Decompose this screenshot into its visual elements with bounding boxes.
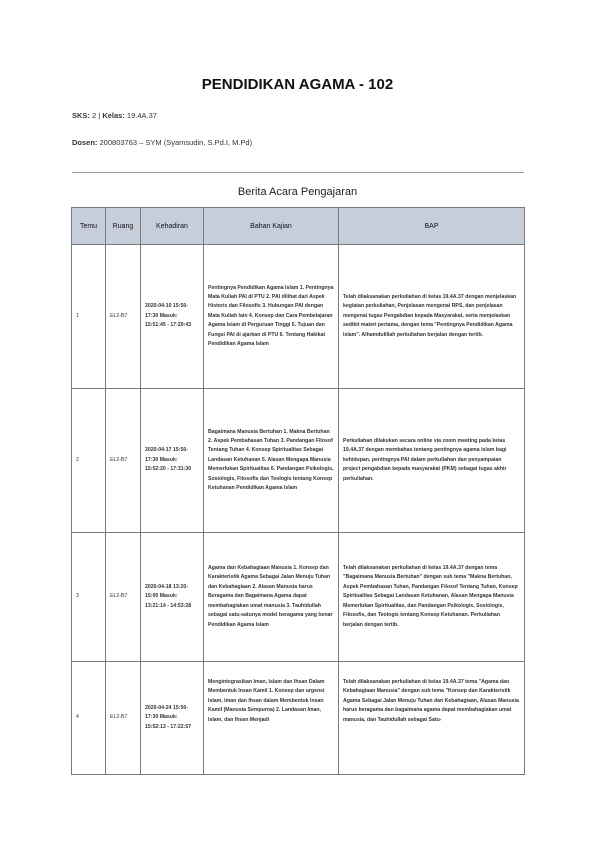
section-title: Berita Acara Pengajaran — [237, 186, 358, 198]
course-title: PENDIDIKAN AGAMA - 102 — [201, 76, 394, 93]
cell-bahan-kajian: Agama dan Kebahagiaan Manusia 1. Konsep dan Karakteristik Agama Sebagai Jalan Menuju Tuhan dan Kebahagiaan 2. Alasan Manusia harus Beragama dan Bagaimana Agama dapat membahagiakan umat manusia 3. Tauhidullah sebagai satu-satunya model beragama yang benar Pendidikan Agama Islam — [204, 533, 339, 662]
cell-bahan-kajian: Bagaimana Manusia Bertuhan 1. Makna Bertuhan 2. Aspek Pembahasan Tuhan 3. Pandangan Filosof Tentang Tuhan 4. Konsep Spiritualitas Sebagai Landasan Ketuhanan 5. Alasan Mengapa Manusia Memerlukan Spiritualitas 6. Pandangan Psikologis, Sosiologis, Filosofis dan Teologis tentang Konsep Ketuhanan Pendidikan Agama Islam — [204, 389, 339, 533]
cell-kehadiran: 2020-04-18 13:20-15:00 Masuk: 13:21:14 - 14:53:28 — [141, 533, 204, 662]
cell-temu: 3 — [72, 533, 106, 662]
cell-bahan-kajian: Pentingnya Pendidikan Agama Islam 1. Pentingnya Mata Kuliah PAI di PTU 2. PAI dilihat dari Aspek Historis dan Filosofis 3. Hubungan PAI dengan Mata Kuliah lain 4. Konsep dan Cara Pembelajaran Agama Islam di Perguruan Tinggi 5. Tujuan dan Fungsi PAI di ajarkan di PTU 6. Tentang Hakikat Pendidikan Agama Islam — [204, 245, 339, 389]
kelas-label: Kelas: — [102, 111, 125, 120]
cell-bap: Perkuliahan dilakukan secara online via zoom meeting pada kelas 19.4A.37 dengan membahas tentang pentingnya agama islam bagi kehidupan, pentingnya PAI dalam perkuliahan dan penyampaian project pengabdian kepada masyarakat (PKM) sebagai tugas akhir perkuliahan. — [339, 389, 525, 533]
table-row — [72, 662, 525, 775]
cell-bahan-kajian: Mengintegrasikan Iman, Islam dan Ihsan Dalam Membentuk Insan Kamil 1. Konsep dan urgensi Islam, Iman dan Ihsan dalam Membentuk Insan Kamil (Manusia Sempurna) 2. Landasan Iman, Islam, dan Ihsan Menjadi — [204, 662, 339, 775]
table-row — [72, 389, 525, 533]
cell-bap: Telah dilaksanakan perkuliahan di kelas 19.4A.37 dengan menjelaskan kegiatan perkuliahan, Penjelasan mengenai RPS, dan penjelasan mengenai tugas Pengabdian kepada Masyarakat, serta menjelaskan sedikit materi pertama, dengan tema "Pentingnya Pendidikan Agama Islam". Alhamdulillah perkuliahan berjalan dengan tertib. — [339, 245, 525, 389]
kelas-value: 19.4A.37 — [126, 111, 157, 120]
header-kehadiran: Kehadiran — [141, 208, 204, 245]
cell-temu: 4 — [72, 662, 106, 775]
sks-label: SKS: — [72, 111, 90, 120]
header-bahan-kajian: Bahan Kajian — [204, 208, 339, 245]
cell-kehadiran: 2020-04-17 15:50-17:30 Masuk: 15:52:20 - 17:31:30 — [141, 389, 204, 533]
cell-kehadiran: 2020-04-24 15:50-17:30 Masuk: 15:52:13 - 17:22:57 — [141, 662, 204, 775]
cell-bap: Telah dilaksanakan perkuliahan di kelas 19.4A.37 dengan tema "Bagaimana Manusia Bertuhan" dengan sub tema "Makna Bertuhan, Aspek Pembahasan Tuhan, Pandangan Filosof Tentang Tuhan, Konsep Spiritualitas Sebagai Landasan Ketuhanan, Alasan Mengapa Manusia Memerlukan Spiritualitas, dan Pandangan Psikologis, Sosiologis, Filosofis, dan Teologis tentang Konsep Ketuhanan. Perkuliahan berjalan dengan tertib. — [339, 533, 525, 662]
dosen-value: 200803763 – SYM (Syamsudin, S.Pd.I, M.Pd) — [99, 138, 253, 147]
cell-ruang: EL2-B7 — [106, 662, 141, 775]
dosen-label: Dosen: — [72, 138, 98, 147]
header-ruang: Ruang — [106, 208, 141, 245]
table-header-row — [72, 208, 525, 245]
header-bap: BAP — [339, 208, 525, 245]
cell-kehadiran: 2020-04-10 15:50-17:30 Masuk: 15:51:45 - 17:20:43 — [141, 245, 204, 389]
cell-ruang: EL2-B7 — [106, 245, 141, 389]
cell-ruang: EL2-B7 — [106, 389, 141, 533]
sks-value: 2 — [92, 111, 97, 120]
cell-temu: 1 — [72, 245, 106, 389]
course-meta-dosen — [72, 138, 252, 147]
table-row — [72, 533, 525, 662]
cell-bap: Telah dilaksanakan perkuliahan di kelas 19.4A.37 tema "Agama dan Kebahagiaan Manusia" dengan sub tema "Konsep dan Karakteristik Agama Sebagai Jalan Menuju Tuhan dan Kebahagiaan, Alasan Manusia harus beragama dan bagaimana agama dapat membahagiakan umat manusia, dan Tauhidullah sebagai Satu- — [339, 662, 525, 775]
table-row — [72, 245, 525, 389]
cell-temu: 2 — [72, 389, 106, 533]
cell-ruang: EL2-B7 — [106, 533, 141, 662]
course-meta-sks-kelas: SKS: 2 | Kelas: 19.4A.37 — [72, 111, 157, 120]
bap-table — [71, 207, 525, 775]
header-temu: Temu — [72, 208, 106, 245]
divider — [72, 172, 524, 173]
